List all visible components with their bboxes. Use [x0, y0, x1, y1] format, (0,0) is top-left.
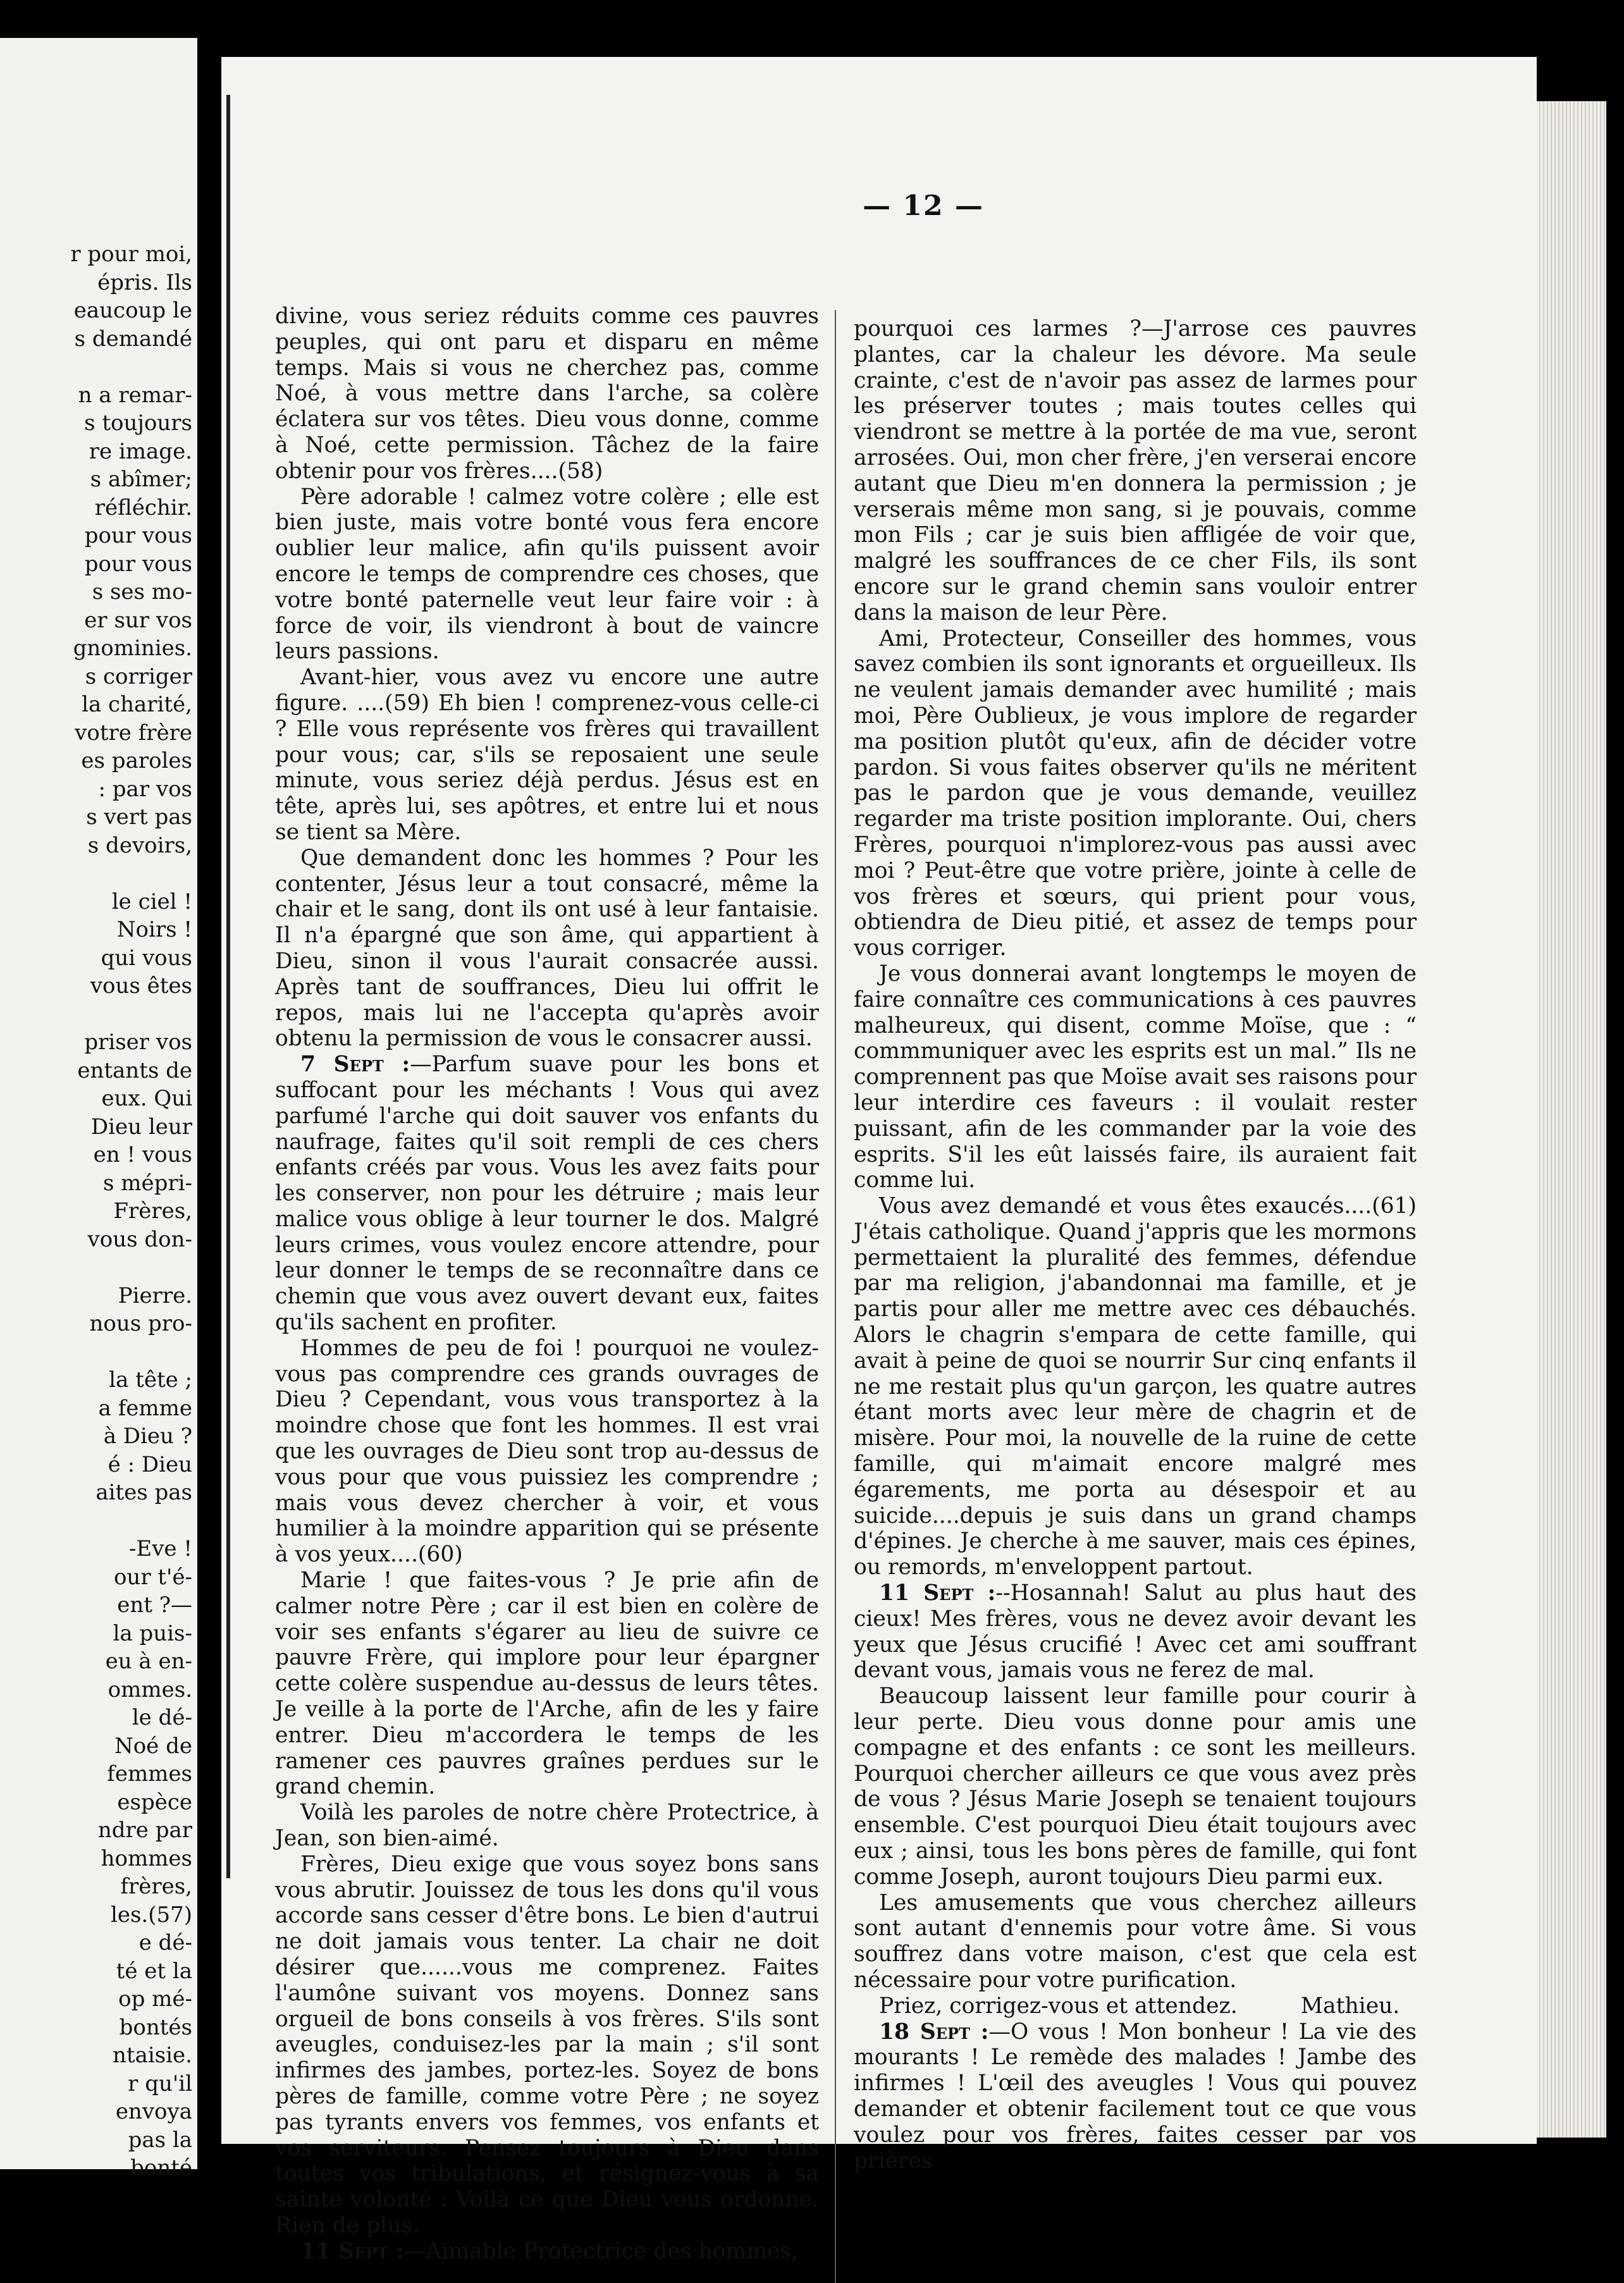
paragraph: [854, 316, 1417, 626]
paragraph: [275, 484, 819, 665]
fragment-line: femmes: [107, 1761, 192, 1787]
paragraph: [854, 1890, 1417, 1993]
paragraph-text: Hommes de peu de foi ! pourquoi ne voulez-vous pas comprendre ces grands ouvrages de Dieu ? Cependant, vous vous transportez à la moindre chose que font les hommes. Il est vrai que les ouvrages de Dieu sont trop au-dessus de vous pour que vous puissiez les comprendre ; mais vous devez chercher à voir, et vous humilier à la moindre apparition qui se présente à vos yeux....(60): [275, 1335, 819, 1568]
fragment-line: le ciel !: [111, 889, 192, 914]
fragment-line: s mépri-: [103, 1170, 192, 1196]
scanned-page: [221, 57, 1537, 2264]
paragraph-text: Je vous donnerai avant longtemps le moyen de faire connaître ces communications à ces pauvres malheureux, qui disent, comme Moïse, que : “ commmuniquer avec les esprits est un mal.” Ils ne comprennent pas que Moïse avait ses raisons pour leur interdire ces faveurs : il voulait rester puissant, afin de les commander par la voie des esprits. S'il les eût laissés faire, ils auraient fait comme lui.: [854, 961, 1417, 1193]
fragment-line: eu à en-: [105, 1649, 192, 1674]
facing-page-fragment: [0, 38, 197, 2181]
fragment-line: bontés: [119, 2014, 192, 2040]
fragment-line: réfléchir.: [94, 495, 192, 520]
fragment-line: Frères,: [113, 1198, 192, 1224]
paragraph-text: --Hosannah! Salut au plus haut des cieux! Mes frères, vous ne devez avoir devant les yeux que Jésus crucifié ! Avec cet ami souffrant devant vous, jamais vous ne ferez de mal.: [854, 1580, 1417, 1683]
paragraph: [854, 2019, 1417, 2174]
paragraph-text: Voilà les paroles de notre chère Protectrice, à Jean, son bien-aimé.: [275, 1800, 819, 1852]
fragment-line: [3, 1338, 192, 1367]
book-gutter: [197, 25, 221, 2175]
paragraph-text: divine, vous seriez réduits comme ces pauvres peuples, qui ont paru et disparu en même temps. Mais si vous ne cherchez pas, comme Noé, à vous mettre dans l'arche, sa colère éclatera sur vos têtes. Dieu vous donne, comme à Noé, cette permission. Tâchez de la faire obtenir pour vos frères....(58): [275, 304, 819, 484]
fragment-line: e dé-: [138, 1930, 192, 1955]
fragment-line: [3, 1253, 192, 1282]
fragment-line: la charité,: [82, 692, 192, 717]
paragraph: [854, 626, 1417, 961]
fragment-line: s demandé: [74, 326, 192, 352]
fragment-line: aites pas: [95, 1480, 192, 1505]
paragraph: [275, 665, 819, 846]
fragment-line: ommes.: [108, 1677, 192, 1702]
fragment-line: s corriger: [85, 663, 192, 689]
page-number: — 12 —: [863, 190, 984, 222]
paragraph-text: Avant-hier, vous avez vu encore une autre figure. ....(59) Eh bien ! comprenez-vous celle-ci ? Elle vous représente vos frères qui travaillent pour vous; car, s'ils se reposaient une seule minute, vous seriez déjà perdus. Jésus est en tête, après lui, ses apôtres, et entre lui et nous se tient sa Mère.: [275, 665, 819, 845]
binding-edge: [226, 95, 230, 1878]
fragment-line: Noé de: [114, 1733, 192, 1759]
column-divider: [835, 310, 836, 2283]
fragment-line: gnominies.: [73, 636, 192, 661]
fragment-line: les.(57): [110, 1902, 192, 1928]
paragraph: [275, 1052, 819, 1336]
fragment-line: ndre par: [97, 1818, 192, 1843]
paragraph-text: Que demandent donc les hommes ? Pour les contenter, Jésus leur a tout consacré, même la chair et le sang, dont ils ont usé à leur fantaisie. Il n'a épargné que son âme, qui appartient à Dieu, sinon il vous l'aurait consacrée aussi. Après tant de souffrances, Dieu lui offrit le repos, mais lui ne l'accepta qu'après avoir obtenu la permission de vous le consacrer aussi.: [275, 845, 819, 1052]
fragment-line: vous êtes: [90, 973, 192, 999]
paragraph: [854, 1193, 1417, 1580]
fragment-line: pas la: [128, 2127, 192, 2153]
fragment-line: ent ?—: [117, 1592, 192, 1618]
fragment-line: ntaisie.: [113, 2043, 192, 2068]
paragraph: [275, 1852, 819, 2239]
fragment-line: s vert pas: [86, 804, 192, 830]
paragraph: [275, 304, 819, 484]
fragment-line: en ! vous: [93, 1142, 192, 1167]
entry-date: 11 Sept :: [879, 1580, 996, 1606]
entry-date: 11 Sept :: [300, 2238, 404, 2264]
fragment-line: [3, 353, 192, 381]
signature: Mathieu.: [1300, 1993, 1400, 2019]
paragraph-text: Ami, Protecteur, Conseiller des hommes, vous savez combien ils sont ignorants et orgueilleux. Ils ne veulent jamais demander avec humilité ; mais moi, Père Oublieux, je vous implore de regarder ma position plutôt qu'eux, afin de décider votre pardon. Si vous faites observer qu'ils ne méritent pas le pardon que je vous demande, veuillez regarder ma triste position implorante. Oui, chers Frères, pourquoi n'implorez-vous pas aussi avec moi ? Peut-être que votre prière, jointe à celle de vos frères et sœurs, qui prient pour vous, obtiendra de Dieu pitié, et assez de temps pour vous corriger.: [854, 625, 1417, 961]
paragraph-text: Marie ! que faites-vous ? Je prie afin de calmer notre Père ; car il est bien en colère de voir ses enfants s'égarer au lieu de suivre ce pauvre Frère, qui implore pour leur épargner cette colère suspendue au-dessus de leurs têtes. Je veille à la porte de l'Arche, afin de les y faire entrer. Dieu m'accordera le temps de les ramener ces pauvres graînes perdues sur le grand chemin.: [275, 1568, 819, 1800]
fragment-line: eaucoup le: [73, 298, 192, 323]
fragment-line: nous pro-: [89, 1311, 192, 1336]
fragment-line: bonté: [130, 2155, 192, 2181]
fragment-line: pour vous: [84, 551, 192, 577]
fragment-line: té et la: [116, 1958, 192, 1984]
fragment-line: qui vous: [101, 945, 192, 971]
fragment-line: our t'é-: [113, 1564, 192, 1590]
page-stack-edge: [1537, 101, 1606, 2138]
fragment-line: frères,: [120, 1874, 192, 1899]
fragment-line: op mé-: [118, 1986, 192, 2012]
fragment-line: eux. Qui: [101, 1086, 192, 1111]
fragment-line: Pierre.: [118, 1283, 192, 1308]
fragment-line: : par vos: [98, 776, 192, 802]
paragraph: [854, 1993, 1417, 2019]
paragraph-text: Priez, corrigez-vous et attendez.: [879, 1993, 1238, 2019]
paragraph: [854, 1580, 1417, 1683]
paragraph-text: Beaucoup laissent leur famille pour courir à leur perte. Dieu vous donne pour amis une compagne et des enfants : ce sont les meilleurs. Pourquoi chercher ailleurs ce que vous avez près de vous ? Jésus Marie Joseph se tenaient toujours ensemble. C'est pourquoi Dieu était toujours avec eux ; ainsi, tous les bons pères de famille, qui font comme Joseph, auront toujours Dieu parmi eux.: [854, 1683, 1417, 1890]
fragment-line: Dieu leur: [90, 1114, 192, 1140]
fragment-line: er sur vos: [84, 607, 192, 633]
fragment-line: pour vous: [84, 523, 192, 548]
fragment-line: s abîmer;: [90, 467, 192, 492]
facing-page-text: [3, 240, 192, 2182]
fragment-line: s toujours: [84, 410, 192, 436]
fragment-line: priser vos: [84, 1030, 192, 1055]
entry-date: 7 Sept :: [300, 1052, 410, 1078]
fragment-line: votre frère: [75, 720, 192, 746]
text-column-left: [275, 304, 819, 2265]
fragment-line: hommes: [101, 1845, 192, 1871]
paragraph-text: —O vous ! Mon bonheur ! La vie des mourants ! Le remède des malades ! Jambe des infirmes ! L'œil des aveugles ! Vous qui pouvez demander et obtenir facilement tout ce que vous voulez pour vos frères, faites cesser par vos prières: [854, 2019, 1417, 2174]
paragraph: [275, 2239, 819, 2265]
fragment-line: s devoirs,: [87, 832, 192, 858]
paragraph: [854, 961, 1417, 1193]
fragment-line: es paroles: [81, 748, 192, 773]
fragment-line: la tête ;: [109, 1367, 192, 1393]
fragment-line: [3, 859, 192, 888]
fragment-line: r qu'il: [128, 2071, 192, 2096]
fragment-line: a femme: [98, 1395, 192, 1421]
fragment-line: s ses mo-: [92, 579, 192, 605]
paragraph-text: Vous avez demandé et vous êtes exaucés....(61) J'étais catholique. Quand j'appris que les mormons permettaient la pluralité des femmes, défendue par ma religion, j'abandonnai ma famille, et je partis pour aller me mettre avec ces débauchés. Alors le chagrin s'empara de cette famille, qui avait à peine de quoi se nourrir Sur cinq enfants il ne me restait plus qu'un garçon, les quatre autres étant morts avec leur mère de chagrin et de misère. Pour moi, la nouvelle de la ruine de cette famille, qui m'aimait encore malgré mes égarements, me porta au désespoir et au suicide....depuis je suis dans un grand champs d'épines. Je cherche à me sauver, mais ces épines, ou remords, m'enveloppent partout.: [854, 1193, 1417, 1580]
fragment-line: [3, 1000, 192, 1029]
paragraph-text: pourquoi ces larmes ?—J'arrose ces pauvres plantes, car la chaleur les dévore. Ma seule crainte, c'est de n'avoir pas assez de larmes pour les préserver toutes ; mais toutes celles qui viendront se mettre à la portée de ma vue, seront arrosées. Oui, mon cher frère, j'en verserai encore autant que Dieu m'en donnera la permission ; je verserais même mon sang, si je pouvais, comme mon Fils ; car je suis bien affligée de voir que, malgré les souffrances de ce cher Fils, ils sont encore sur le grand chemin sans vouloir entrer dans la maison de leur Père.: [854, 316, 1417, 625]
fragment-line: le dé-: [132, 1705, 192, 1730]
paragraph: [275, 1568, 819, 1800]
fragment-line: envoya: [115, 2099, 192, 2124]
paragraph-text: Père adorable ! calmez votre colère ; elle est bien juste, mais votre bonté vous fera encore oublier leur malice, afin qu'ils puissent avoir encore le temps de comprendre ces choses, que votre bonté paternelle veut leur faire voir : à force de voir, ils viendront à bout de vaincre leurs passions.: [275, 484, 819, 665]
fragment-line: vous don-: [87, 1226, 192, 1252]
fragment-line: entants de: [77, 1057, 192, 1083]
fragment-line: la puis-: [113, 1620, 192, 1646]
text-column-right: [854, 316, 1417, 2174]
paragraph-text: —Parfum suave pour les bons et suffocant pour les méchants ! Vous qui avez parfumé l'arche qui doit sauver vos enfants du naufrage, faites qu'il soit rempli de ces chers enfants créés par vous. Vous les avez faits pour les conserver, non pour les détruire ; mais leur malice vous oblige à leur tourner le dos. Malgré leurs crimes, vous voulez encore attendre, pour leur donner le temps de se reconnaître dans ce chemin que vous avez ouvert devant eux, faites qu'ils sachent en profiter.: [275, 1052, 819, 1336]
paragraph-text: —Aimable Protectrice des hommes,: [403, 2238, 798, 2264]
paragraph: [275, 1336, 819, 1568]
fragment-line: épris. Ils: [97, 269, 192, 295]
fragment-line: re image.: [89, 438, 192, 464]
fragment-line: n a remar-: [78, 382, 192, 408]
paragraph-text: Frères, Dieu exige que vous soyez bons sans vous abrutir. Jouissez de tous les dons qu'il vous accorde sans cesser d'être bons. Le bien d'autrui ne doit jamais vous tenter. La chair ne doit désirer que......vous me comprenez. Faites l'aumône suivant vos moyens. Donnez sans orgueil de bons conseils à vos frères. S'ils sont aveugles, conduisez-les par la main ; s'il sont infirmes des jambes, portez-les. Soyez de bons pères de famille, comme votre Père ; ne soyez pas tyrants envers vos femmes, vos enfants et vos serviteurs. Pensez toujours à Dieu dans toutes vos tribulations, et résignez-vous à sa sainte volonté : Voilà ce que Dieu vous ordonne. Rien de plus.: [275, 1851, 819, 2238]
paragraph: [275, 846, 819, 1052]
fragment-line: à Dieu ?: [103, 1424, 192, 1449]
paragraph: [854, 1683, 1417, 1890]
fragment-line: -Eve !: [128, 1536, 192, 1561]
entry-date: 18 Sept :: [879, 2019, 989, 2045]
fragment-line: Noirs !: [116, 917, 192, 942]
fragment-line: é : Dieu: [108, 1451, 192, 1477]
paragraph: [275, 1800, 819, 1852]
fragment-line: r pour moi,: [70, 242, 192, 267]
paragraph-text: Les amusements que vous cherchez ailleurs sont autant d'ennemis pour votre âme. Si vous souffrez dans votre maison, c'est que cela est nécessaire pour votre purification.: [854, 1890, 1417, 1993]
fragment-line: espèce: [117, 1789, 192, 1815]
fragment-line: [3, 1507, 192, 1535]
